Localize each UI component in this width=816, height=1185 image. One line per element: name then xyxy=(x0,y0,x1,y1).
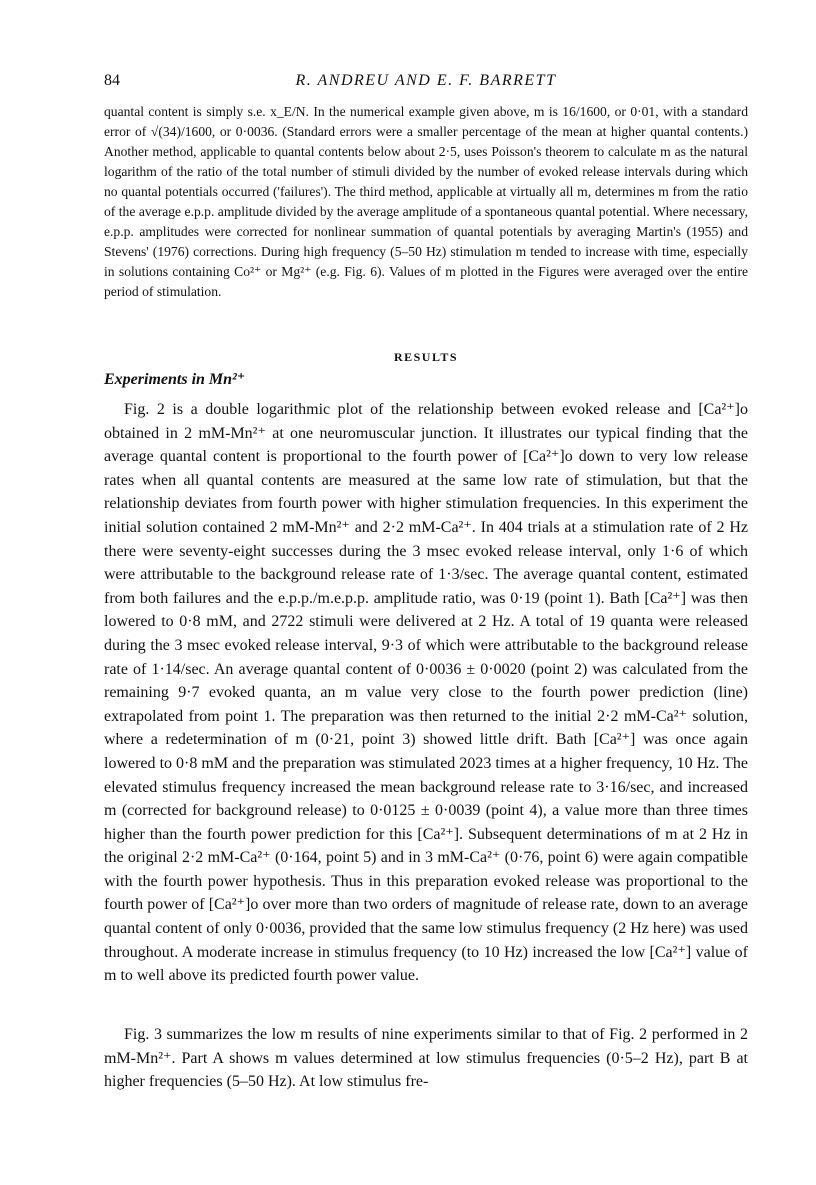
running-head: R. ANDREU AND E. F. BARRETT xyxy=(295,72,557,89)
page-header xyxy=(104,72,748,96)
methods-paragraph: quantal content is simply s.e. x_E/N. In the numerical example given above, m is 16/1600, or 0·01, with a standard error of √(34)/1600, or 0·0036. (Standard errors were a smaller percentage of the mean at higher quantal contents.) Another method, applicable to quantal contents below about 2·5, uses Poisson's theorem to calculate m as the natural logarithm of the ratio of the total number of stimuli divided by the number of evoked release intervals during which no quantal potentials occurred ('failures'). The third method, applicable at virtually all m, determines m from the ratio of the average e.p.p. amplitude divided by the average amplitude of a spontaneous quantal potential. Where necessary, e.p.p. amplitudes were corrected for nonlinear summation of quantal potentials by averaging Martin's (1955) and Stevens' (1976) corrections. During high frequency (5–50 Hz) stimulation m tended to increase with time, especially in solutions containing Co²⁺ or Mg²⁺ (e.g. Fig. 6). Values of m plotted in the Figures were averaged over the entire period of stimulation. xyxy=(104,104,748,299)
page-number: 84 xyxy=(104,72,120,89)
section-title-results: RESULTS xyxy=(393,350,459,364)
subsection-title: Experiments in Mn²⁺ xyxy=(104,371,246,388)
results-paragraph-1: Fig. 2 is a double logarithmic plot of the relationship between evoked release and [Ca²⁺]o obtained in 2 mM-Mn²⁺ at one neuromuscular junction. It illustrates our typical finding that the average quantal content is proportional to the fourth power of [Ca²⁺]o down to very low release rates when all quantal contents are measured at the same low rate of stimulation, but that the relationship deviates from fourth power with higher stimulation frequencies. In this experiment the initial solution contained 2 mM-Mn²⁺ and 2·2 mM-Ca²⁺. In 404 trials at a stimulation rate of 2 Hz there were seventy-eight successes during the 3 msec evoked release interval, only 1·6 of which were attributable to the background release rate of 1·3/sec. The average quantal content, estimated from both failures and the e.p.p./m.e.p.p. amplitude ratio, was 0·19 (point 1). Bath [Ca²⁺] was then lowered to 0·8 mM, and 2722 stimuli were delivered at 2 Hz. A total of 19 quanta were released during the 3 msec evoked release interval, 9·3 of which were attributable to the background release rate of 1·14/sec. An average quantal content of 0·0036 ± 0·0020 (point 2) was calculated from the remaining 9·7 evoked quanta, an m value very close to the fourth power prediction (line) extrapolated from point 1. The preparation was then returned to the initial 2·2 mM-Ca²⁺ solution, where a redetermination of m (0·21, point 3) showed little drift. Bath [Ca²⁺] was once again lowered to 0·8 mM and the preparation was stimulated 2023 times at a higher frequency, 10 Hz. The elevated stimulus frequency increased the mean background release rate to 3·16/sec, and increased m (corrected for background release) to 0·0125 ± 0·0039 (point 4), a value more than three times higher than the fourth power prediction for this [Ca²⁺]. Subsequent determinations of m at 2 Hz in the original 2·2 mM-Ca²⁺ (0·164, point 5) and in 3 mM-Ca²⁺ (0·76, point 6) were again compatible with the fourth power hypothesis. Thus in this preparation evoked release was proportional to the fourth power of [Ca²⁺]o over more than two orders of magnitude of release rate, down to an average quantal content of only 0·0036, provided that the same low stimulus frequency (2 Hz here) was used throughout. A moderate increase in stimulus frequency (to 10 Hz) increased the low [Ca²⁺] value of m to well above its predicted fourth power value. xyxy=(104,401,748,985)
results-paragraph-2: Fig. 3 summarizes the low m results of nine experiments similar to that of Fig. 2 performed in 2 mM-Mn²⁺. Part A shows m values determined at low stimulus frequencies (0·5–2 Hz), part B at higher frequencies (5–50 Hz). At low stimulus fre- xyxy=(104,1026,748,1091)
